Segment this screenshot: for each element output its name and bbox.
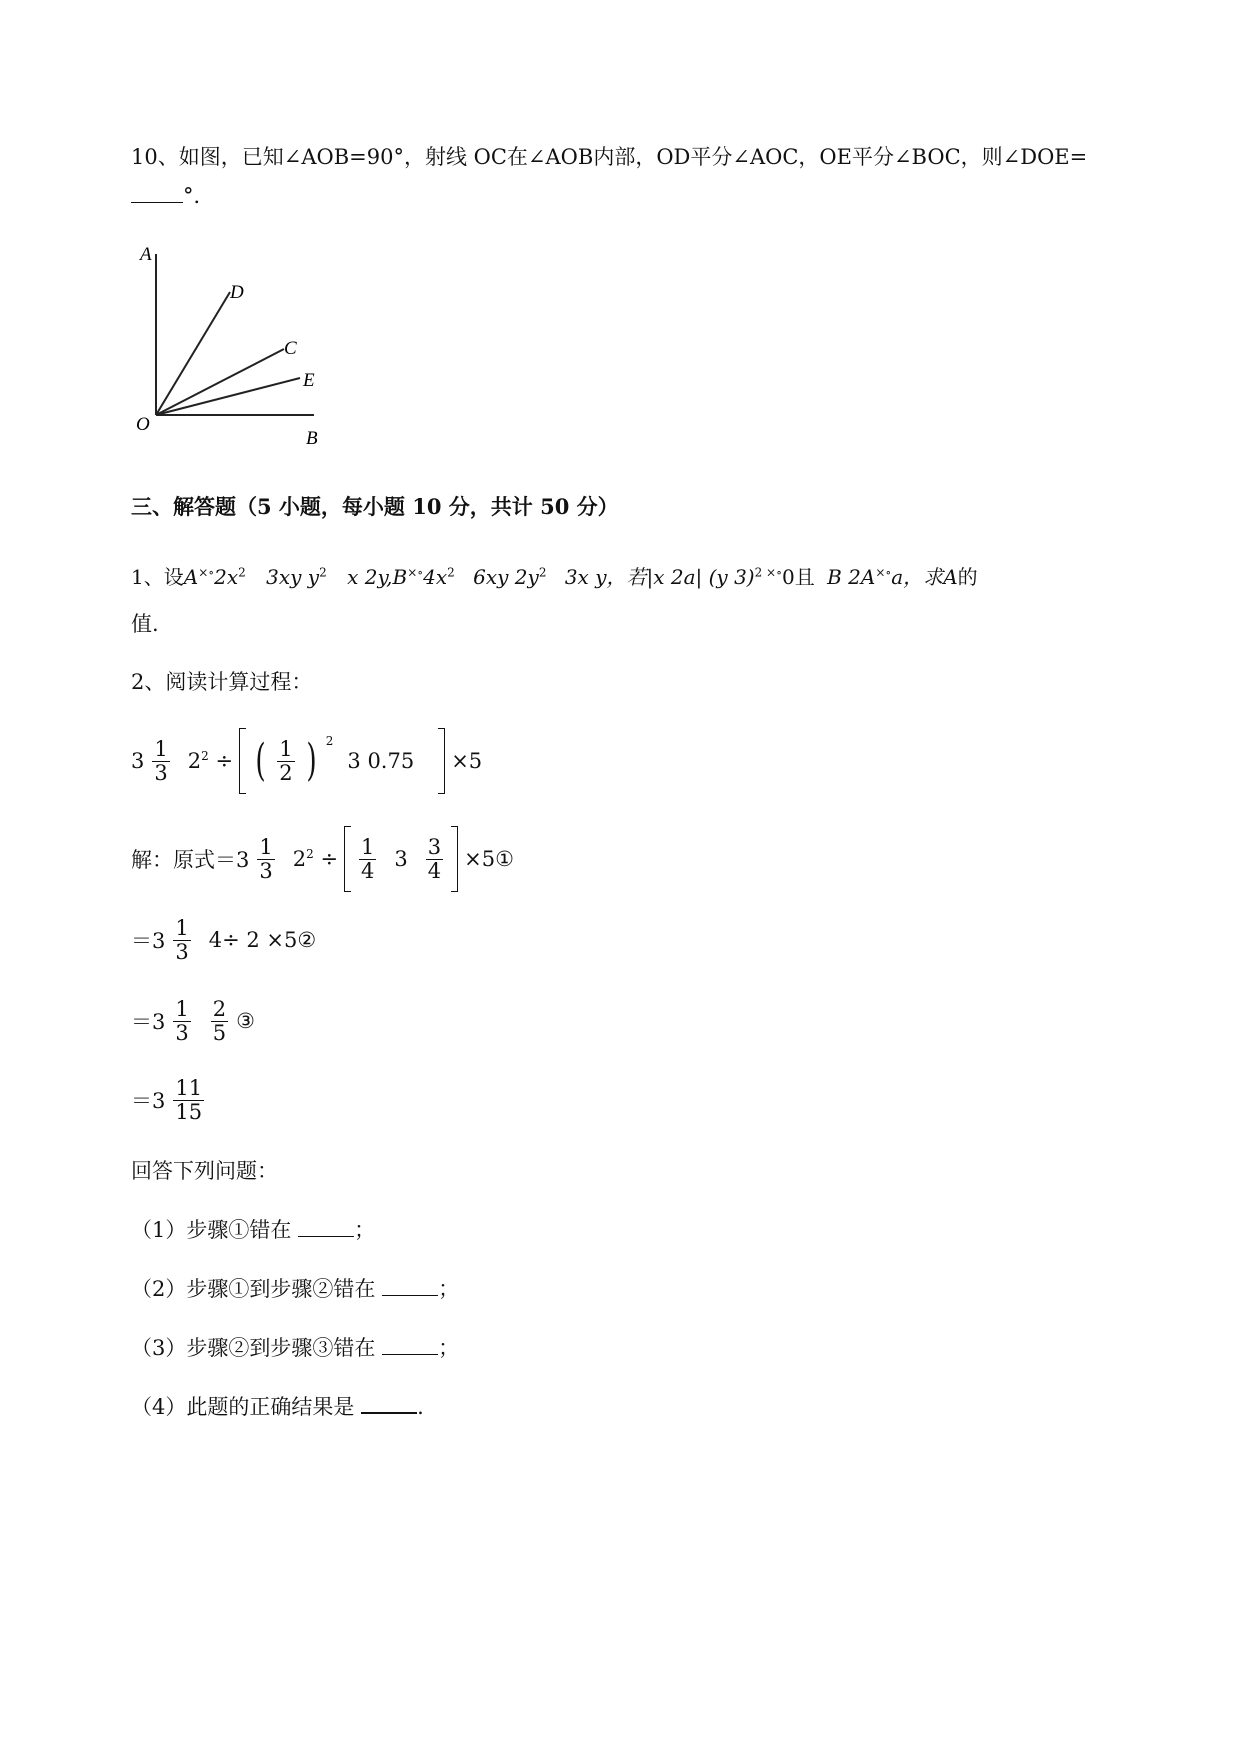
label-O: O [136,414,150,435]
subquestion-4: （4）此题的正确结果是 . [131,1395,424,1419]
section-heading: 三、解答题（5 小题，每小题 10 分，共计 50 分） [131,494,619,519]
answer-blank-3[interactable] [382,1335,438,1355]
answer-blank[interactable] [131,183,183,203]
subquestion-3: （3）步骤②到步骤③错在 ； [131,1336,460,1360]
solution-step1: 解：原式＝3 $\frac{1}{3}$ $2^2$ ÷ $\frac{1}{4}$ 3 $\frac{3}{4}$ ×5① [131,826,514,892]
label-A: A [140,244,152,265]
label-E: E [303,370,315,391]
answer-intro: 回答下列问题： [131,1159,278,1183]
answer-blank-4[interactable] [361,1393,417,1414]
solution-step3: ＝3 $\frac{1}{3}$ $\frac{2}{5}$ ③ [131,997,255,1045]
label-C: C [284,338,297,359]
angle-figure [128,238,338,453]
q10-line2 [131,180,215,210]
right-bracket [438,728,445,794]
problem2-expression: 3 $\frac{1}{3}$ $2^2$ ÷ ( $\frac{1}{2}$ ) $^2$ 3 0.75 ×5 [131,728,482,794]
answer-blank-1[interactable] [298,1217,354,1237]
fraction-one-half: $\frac{1}{2}$ [279,737,293,785]
ray-OE [156,378,300,415]
left-bracket [239,728,246,794]
problem1-line1: 1、设$A^{\times\circ}2x^2$ 3xy $y^2$ x $2y,B^{\times\circ}4x^2$ 6xy $2y^2$ 3x y，若|x 2a| (y 3)$^{2 \times\circ}$0且 B 2A×∘a，求A的 [131,565,978,589]
problem2-intro: 2、阅读计算过程： [131,670,313,694]
q10-line1: 10、如图，已知∠AOB=90°，射线 OC在∠AOB内部，OD平分∠AOC，OE平分∠BOC，则∠DOE= [131,145,1088,169]
fraction-one-third: $\frac{1}{3}$ [154,737,168,785]
label-D: D [230,282,244,303]
answer-blank-2[interactable] [382,1276,438,1296]
solution-step2: ＝3 $\frac{1}{3}$ 4÷ 2 ×5② [131,916,317,964]
subquestion-1: （1）步骤①错在 ； [131,1218,376,1242]
subquestion-2: （2）步骤①到步骤②错在 ； [131,1277,460,1301]
problem1-line2: 值. [131,612,159,636]
q10-degree-tail: °． [183,184,215,208]
label-B: B [306,428,318,449]
solution-step4: ＝3 $\frac{11}{15}$ [131,1076,203,1124]
